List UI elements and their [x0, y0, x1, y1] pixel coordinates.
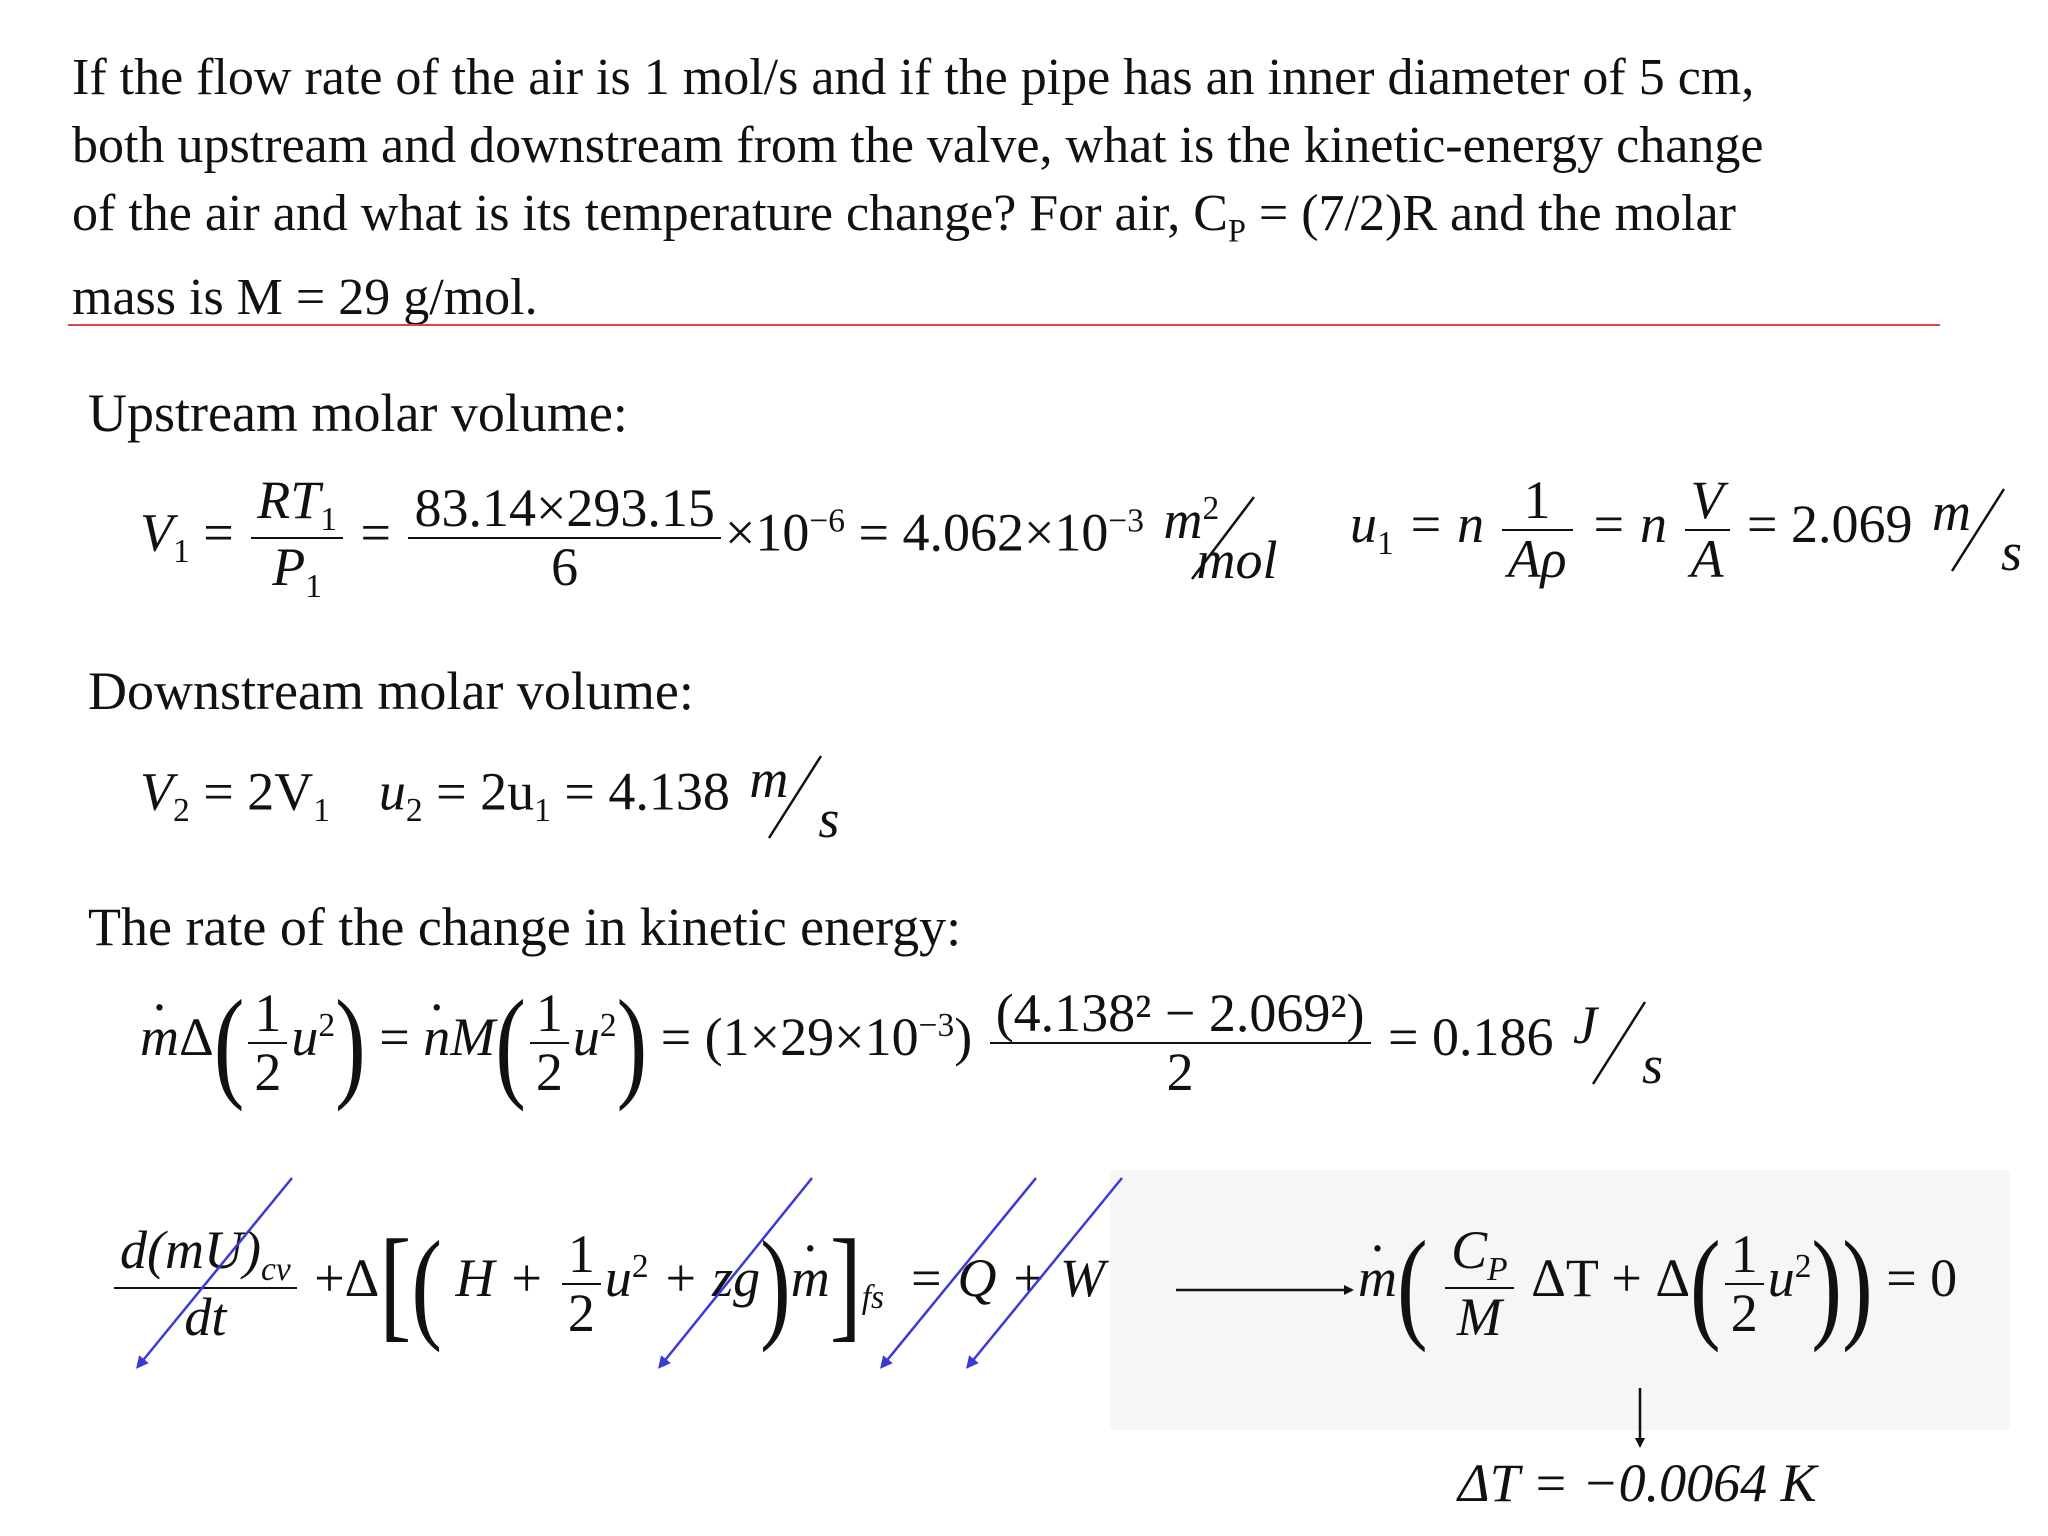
- delta-t-result: ΔT = −0.0064 K: [1458, 1453, 1817, 1513]
- kinetic-equation: · mΔ( $\frac{1}{2}$ $u^2$) = · nM( $\frac{1}{2}$ $u^2) = (1\times 29\times 10^{-3})$ $\frac{\text{(4.138² − 2.069²)}}{2}$ = 0.186 J s: [140, 985, 1659, 1100]
- upstream-u1-equation: $u_1 = n$ $\frac{1}{A\rho}$ = n $\frac{V}{A}$ = 2.069 m s: [1350, 470, 2023, 589]
- strike-arrow-heat: [884, 1178, 1036, 1364]
- problem-line-2: both upstream and downstream from the valve, what is the kinetic-energy change: [72, 117, 1764, 174]
- simplified-balance: · m( $\frac{C_P}{M}$ ΔT + Δ( $\frac{1}{2}$ $u^2)) = 0$: [1358, 1222, 1957, 1346]
- downstream-heading: Downstream molar volume:: [88, 661, 694, 721]
- problem-line-4: mass is M = 29 g/mol.: [72, 269, 538, 327]
- kinetic-heading: The rate of the change in kinetic energy:: [88, 897, 962, 957]
- strike-arrow-accumulation: [140, 1178, 292, 1364]
- upstream-heading: Upstream molar volume:: [88, 383, 628, 443]
- upstream-v1-equation: $V_1$ = $\frac{RT_1}{P_1}$ = $\frac{83.14\times 293.15}{6}$ $\times 10^{-6} = 4.062\times 10^{-3}$ $m^2$ mol: [140, 470, 1278, 605]
- strike-arrow-work: [970, 1178, 1122, 1364]
- problem-line-3: of the air and what is its temperature change? For air, $C_P = (7/2)R$ and the molar: [72, 185, 1736, 249]
- strike-arrow-potential: [662, 1178, 812, 1364]
- problem-line-1: If the flow rate of the air is 1 mol/s and if the pipe has an inner diameter of 5 cm,: [72, 49, 1755, 106]
- downstream-equation: $V_2 = 2V_1$ $u_2 = 2u_1 = 4.138$ m s: [140, 749, 840, 849]
- energy-balance-equation: $\frac{d(mU)_{cv}}{dt}$ +Δ[( H + $\frac{1}{2}$ $u^2 + zg)\cdot m]_{fs} = Q + W$: [110, 1222, 1105, 1346]
